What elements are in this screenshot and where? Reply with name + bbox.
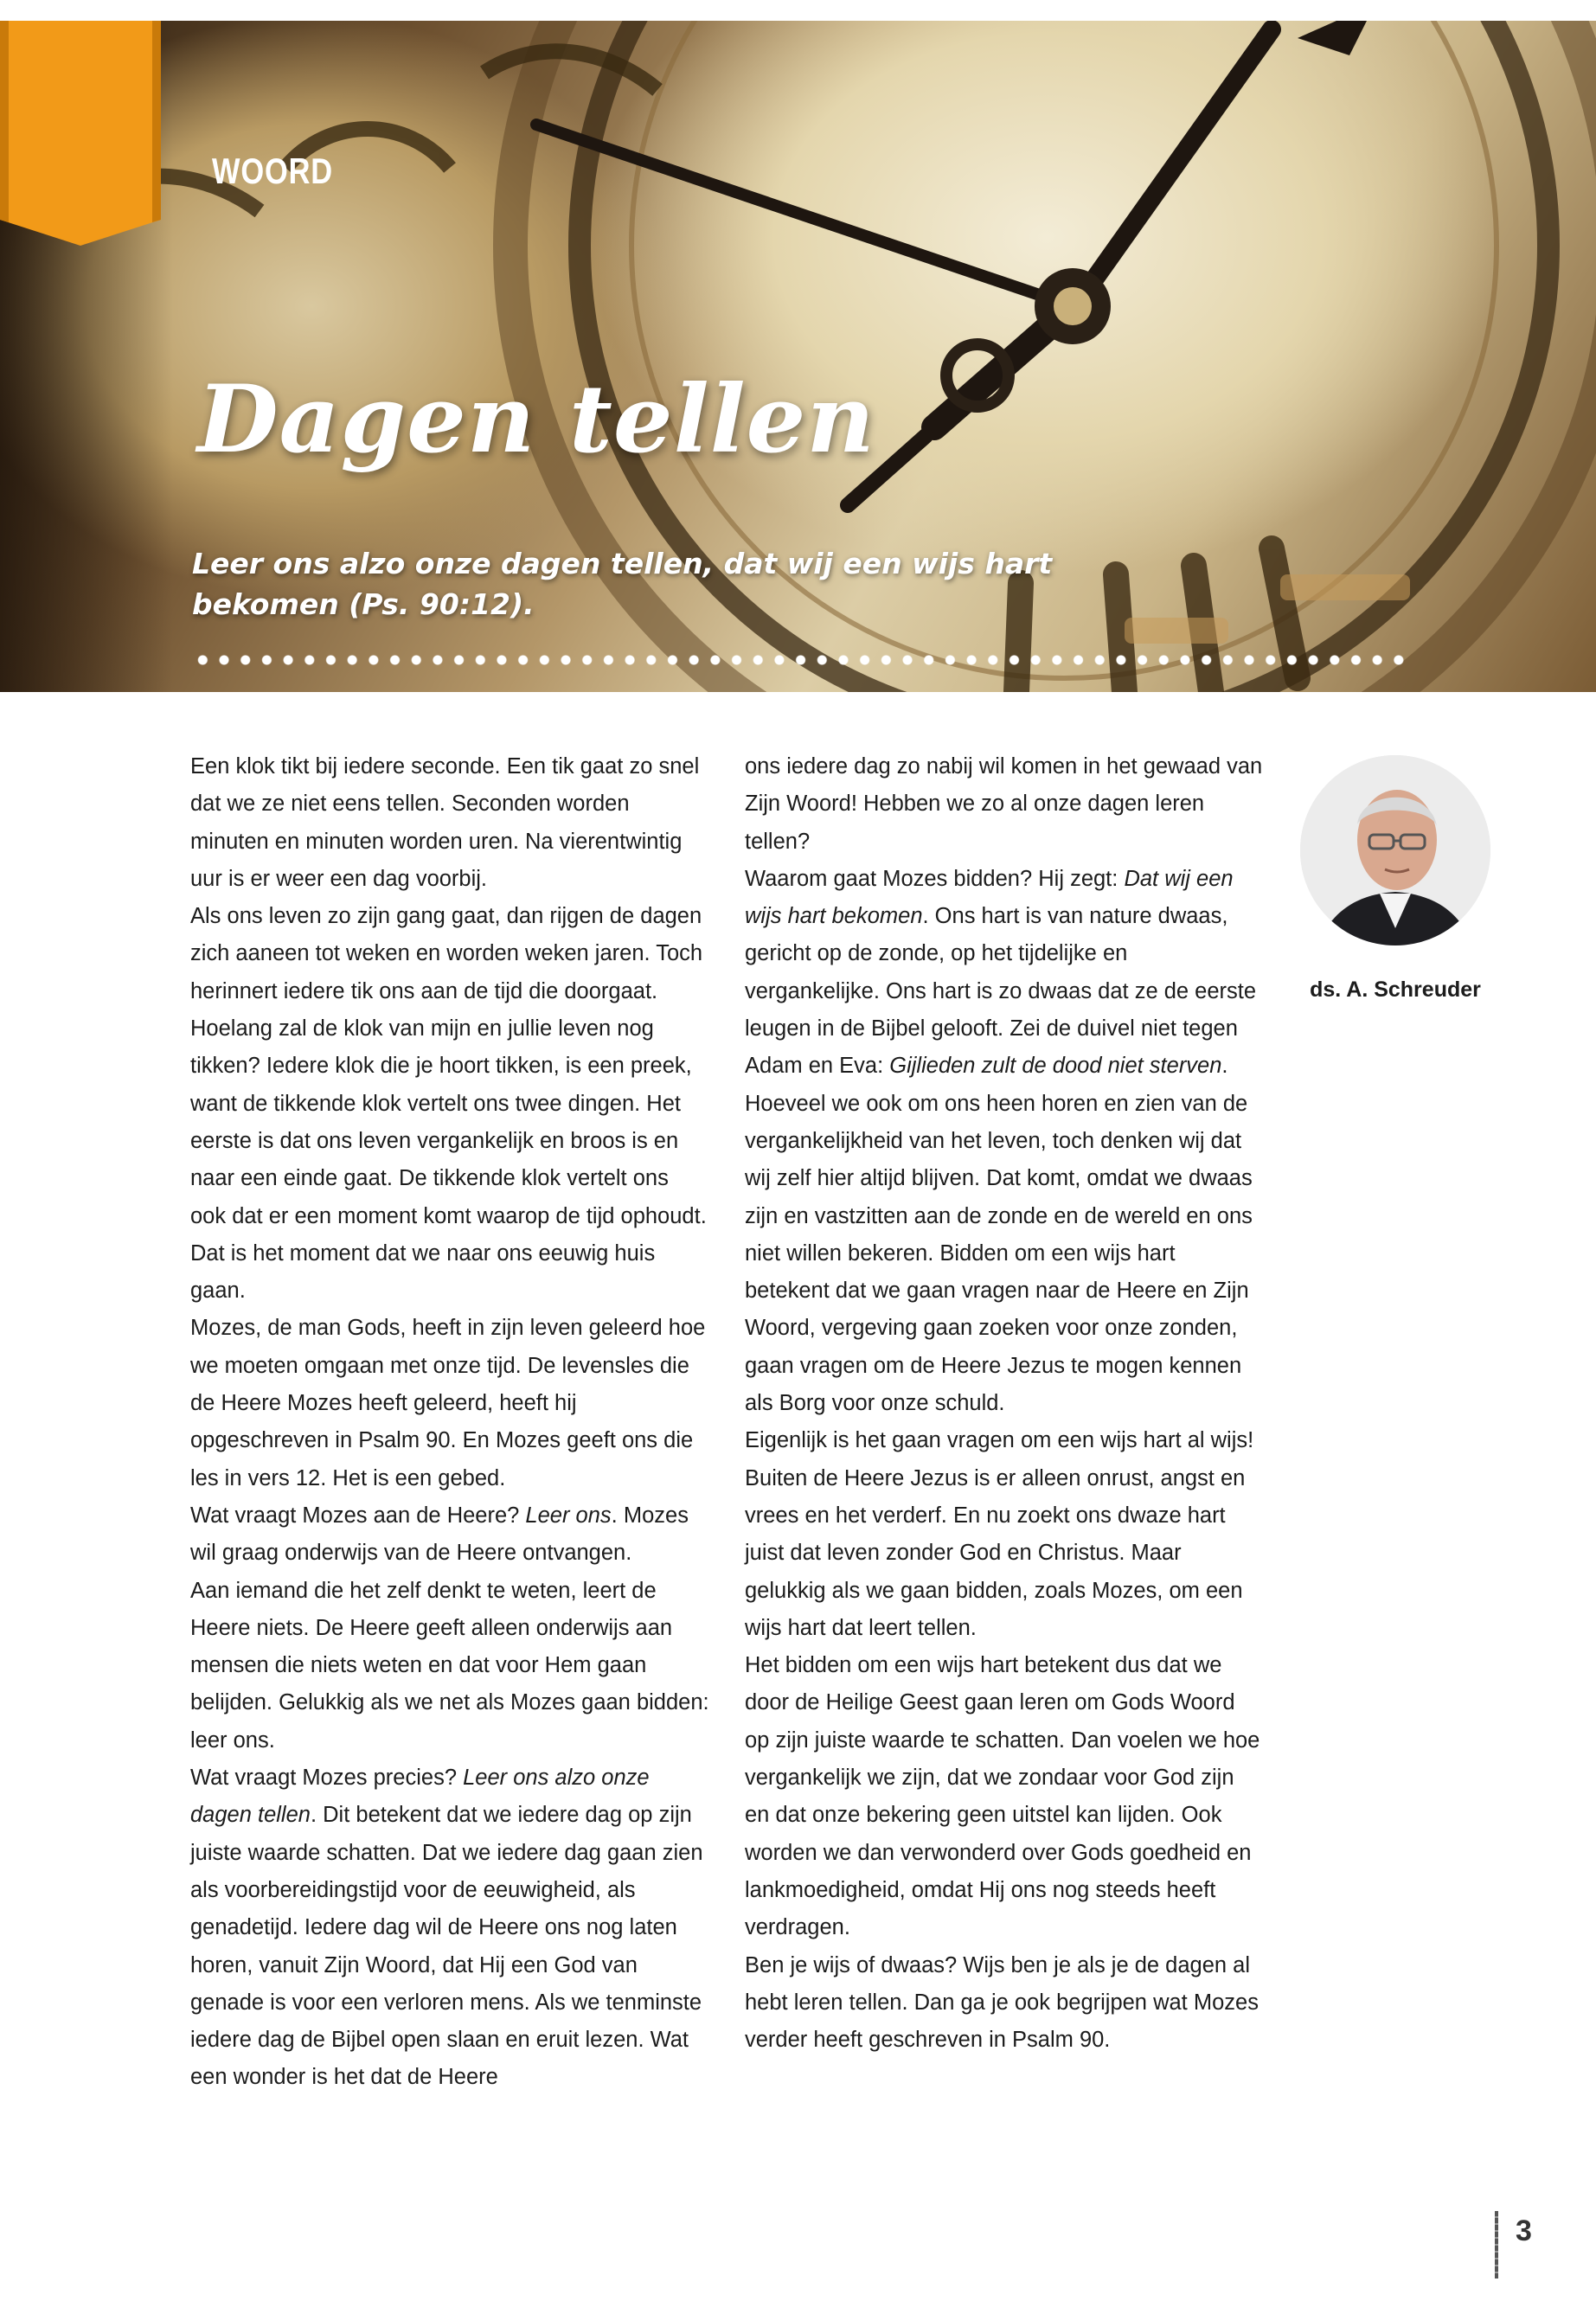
dotted-divider — [192, 654, 1412, 666]
text-span: Waarom gaat Mozes bidden? Hij zegt: — [745, 866, 1125, 891]
paragraph: Als ons leven zo zijn gang gaat, dan rijgen de dagen zich aaneen tot weken en worden weken jaren. Toch herinnert iedere tik ons aan de tijd die doorgaat. Hoelang zal de klok van mijn en jullie leven nog tikken? Iedere klok die je hoort tikken, is een preek, want de tikkende klok vertelt ons twee dingen. Het eerste is dat ons leven vergankelijk en broos is en naar een einde gaat. De tikkende klok vertelt ons ook dat er een moment komt waarop de tijd ophoudt. Dat is het moment dat we naar ons eeuwig huis gaan. — [190, 904, 707, 1304]
page-title: Dagen tellen — [197, 365, 875, 474]
text-span: . Ons hart is van nature dwaas, gericht op de zonde, op het tijdelijke en vergankelijke. Ons hart is zo dwaas dat ze de eerste leugen in de Bijbel gelooft. Zei de duivel niet tegen Adam en Eva: — [745, 904, 1257, 1079]
author-name: ds. A. Schreuder — [1310, 977, 1481, 1002]
category-label: WOORD — [212, 151, 333, 191]
emphasis-text: Leer ons alzo onze dagen tellen — [190, 1766, 650, 1828]
text-span: Wat vraagt Mozes precies? — [190, 1766, 464, 1791]
author-avatar — [1300, 755, 1490, 945]
paragraph: Mozes, de man Gods, heeft in zijn leven geleerd hoe we moeten omgaan met onze tijd. De levensles die de Heere Mozes heeft geleerd, heeft hij opgeschreven in Psalm 90. En Mozes geeft ons die les in vers 12. Het is een gebed. — [190, 1316, 706, 1490]
paragraph — [190, 1497, 709, 1573]
page-subtitle: Leer ons alzo onze dagen tellen, dat wij een wijs hart bekomen (Ps. 90:12). — [192, 547, 1053, 621]
paragraph: ons iedere dag zo nabij wil komen in het gewaad van Zijn Woord! Hebben we zo al onze dagen leren tellen? — [745, 754, 1263, 854]
paragraph: Een klok tikt bij iedere seconde. Een tik gaat zo snel dat we ze niet eens tellen. Seconden worden minuten en minuten worden uren. Na vierentwintig uur is er weer een dag voorbij. — [190, 754, 700, 891]
article-column-right — [745, 748, 1264, 2059]
text-span: . Dit betekent dat we iedere dag op zijn juiste waarde schatten. Dat we iedere dag gaan zien als voorbereidingstijd voor de eeuwigheid, als genadetijd. Iedere dag wil de Heere ons nog laten horen, vanuit Zijn Woord, dat Hij een God van genade is voor een verloren mens. Als we tenminste iedere dag de Bijbel open slaan en eruit lezen. Wat een wonder is het dat de Heere — [190, 1803, 703, 2090]
text-span: . Mozes wil graag onderwijs van de Heere ontvangen. — [190, 1503, 689, 1566]
page-number-rule — [1495, 2211, 1498, 2279]
header-image — [0, 21, 1596, 692]
article-column-left — [190, 748, 709, 2097]
emphasis-text: Gijlieden zult de dood niet sterven — [889, 1054, 1222, 1079]
page-number: 3 — [1516, 2214, 1532, 2247]
author-portrait — [1300, 755, 1490, 945]
paragraph — [190, 1759, 709, 2097]
paragraph: Het bidden om een wijs hart betekent dus dat we door de Heilige Geest gaan leren om Gods Woord op zijn juiste waarde te schatten. Dan voelen we hoe vergankelijk we zijn, dat we zondaar voor God zijn en dat onze bekering geen uitstel kan lijden. Ook worden we dan verwonderd over Gods goedheid en lankmoedigheid, omdat Hij ons nog steeds heeft verdragen. — [745, 1653, 1260, 1940]
emphasis-text: Dat wij een wijs hart bekomen — [745, 866, 1234, 929]
text-span: Wat vraagt Mozes aan de Heere? — [190, 1503, 526, 1528]
category-ribbon — [0, 21, 161, 247]
paragraph — [745, 861, 1264, 1422]
paragraph: Aan iemand die het zelf denkt te weten, leert de Heere niets. De Heere geeft alleen onderwijs aan mensen die niets weten en dat voor Hem gaan belijden. Gelukkig als we net als Mozes gaan bidden: leer ons. — [190, 1578, 709, 1753]
text-span: . Hoeveel we ook om ons heen horen en zien van de vergankelijkheid van het leven, toch denken wij dat wij zelf hier altijd blijven. Dat komt, omdat we dwaas zijn en vastzitten aan de zonde en de wereld en ons niet willen bekeren. Bidden om een wijs hart betekent dat we gaan vragen naar de Heere en Zijn Woord, vergeving gaan zoeken voor onze zonden, gaan vragen om de Heere Jezus te mogen kennen als Borg voor onze schuld. — [745, 1054, 1253, 1416]
emphasis-text: Leer ons — [525, 1503, 612, 1528]
paragraph: Eigenlijk is het gaan vragen om een wijs hart al wijs! Buiten de Heere Jezus is er alleen onrust, angst en vrees en het verderf. En nu zoekt ons dwaze hart juist dat leven zonder God en Christus. Maar gelukkig als we gaan bidden, zoals Mozes, om een wijs hart dat leert tellen. — [745, 1428, 1254, 1640]
paragraph: Ben je wijs of dwaas? Wijs ben je als je de dagen al hebt leren tellen. Dan ga je ook begrijpen wat Mozes verder heeft geschreven in Psalm 90. — [745, 1952, 1259, 2053]
